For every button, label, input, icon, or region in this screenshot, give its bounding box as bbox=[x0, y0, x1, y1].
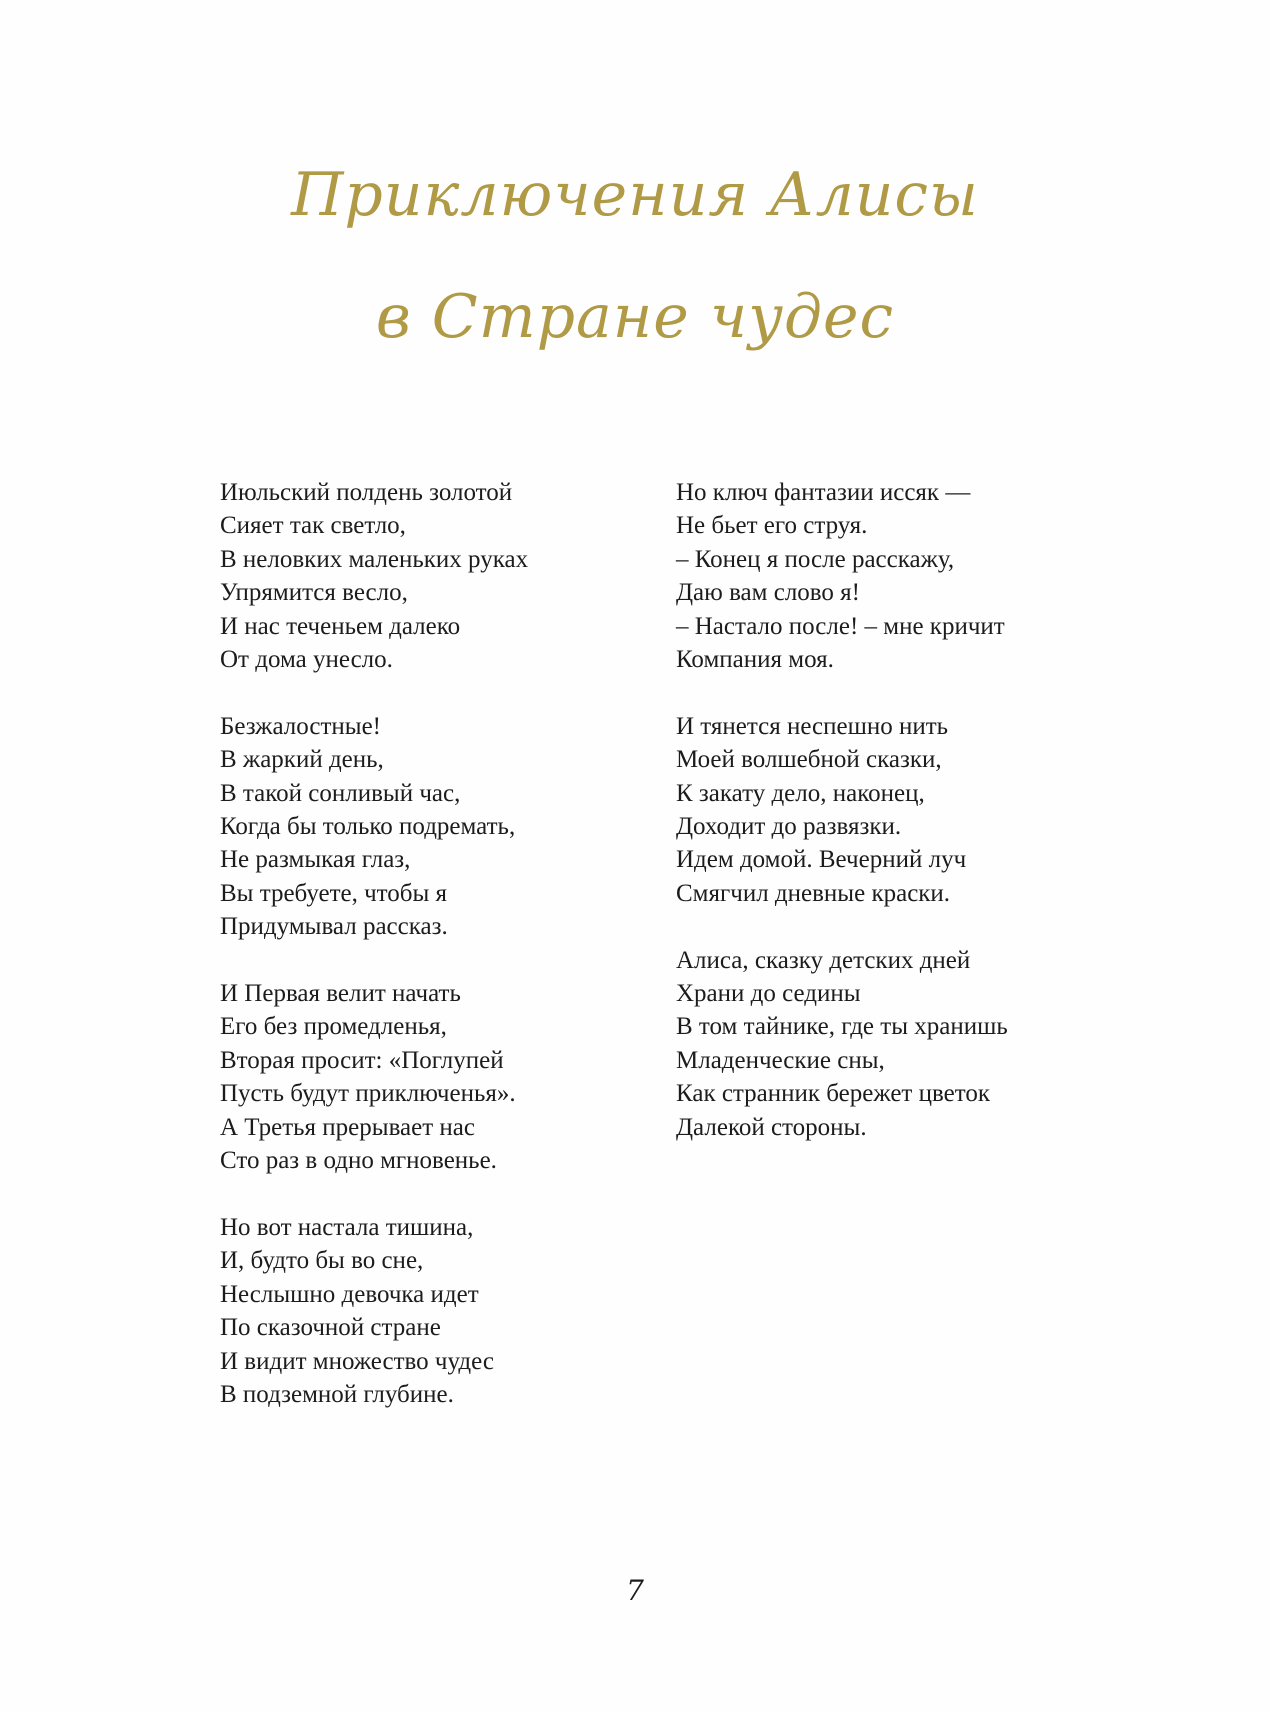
verse-line: Не размыкая глаз, bbox=[220, 846, 411, 874]
verse-line: Неслышно девочка идет bbox=[220, 1280, 479, 1308]
verse-line: Но вот настала тишина, bbox=[220, 1213, 474, 1241]
verse-line: Сто раз в одно мгновенье. bbox=[220, 1147, 497, 1175]
verse-line: – Настало после! – мне кричит bbox=[676, 612, 1005, 640]
verse-line: Доходит до развязки. bbox=[676, 813, 902, 841]
verse-line: И нас теченьем далеко bbox=[220, 612, 461, 640]
verse-line: Его без промедленья, bbox=[220, 1013, 447, 1041]
verse-line: Июльский полдень золотой bbox=[220, 479, 513, 506]
verse-line: Но ключ фантазии иссяк — bbox=[676, 479, 971, 506]
poem-right-column bbox=[676, 476, 1096, 1144]
verse-line: Даю вам слово я! bbox=[676, 579, 860, 607]
page-number: 7 bbox=[626, 1574, 644, 1607]
verse-line: Младенческие сны, bbox=[676, 1046, 885, 1074]
verse-line: А Третья прерывает нас bbox=[220, 1113, 475, 1141]
verse-line: И, будто бы во сне, bbox=[220, 1247, 424, 1275]
verse-line: Придумывал рассказ. bbox=[220, 913, 448, 941]
verse-line: Вы требуете, чтобы я bbox=[220, 879, 448, 907]
verse-line: От дома унесло. bbox=[220, 646, 393, 674]
title-line-2: в Стране чудес bbox=[375, 282, 895, 352]
poem-left-column bbox=[220, 476, 640, 1411]
verse-line: В подземной глубине. bbox=[220, 1380, 454, 1408]
poem-stanza bbox=[676, 944, 1096, 1144]
verse-line: И Первая велит начать bbox=[220, 980, 461, 1008]
verse-line: Алиса, сказку детских дней bbox=[676, 946, 971, 974]
verse-line: Компания моя. bbox=[676, 646, 834, 674]
poem-stanza bbox=[220, 977, 640, 1177]
verse-line: Упрямится весло, bbox=[220, 579, 408, 607]
verse-line: И тянется неспешно нить bbox=[676, 712, 949, 740]
verse-line: Сияет так светло, bbox=[220, 512, 406, 540]
verse-line: Пусть будут приключенья». bbox=[220, 1080, 516, 1108]
verse-line: Идем домой. Вечерний луч bbox=[676, 846, 967, 874]
verse-line: Вторая просит: «Поглупей bbox=[220, 1046, 504, 1074]
verse-line: Храни до седины bbox=[676, 980, 861, 1008]
verse-line: По сказочной стране bbox=[220, 1314, 441, 1342]
verse-line: Как странник бережет цветок bbox=[676, 1080, 990, 1108]
poem-stanza bbox=[220, 1211, 640, 1411]
verse-line: В такой сонливый час, bbox=[220, 779, 461, 807]
verse-line: Смягчил дневные краски. bbox=[676, 879, 951, 907]
title-line-1: Приключения Алисы bbox=[291, 160, 979, 230]
poem-stanza bbox=[676, 476, 1096, 676]
verse-line: И видит множество чудес bbox=[220, 1347, 494, 1375]
verse-line: Далекой стороны. bbox=[676, 1113, 867, 1141]
verse-line: Когда бы только подремать, bbox=[220, 813, 516, 841]
verse-line: Не бьет его струя. bbox=[676, 512, 868, 540]
verse-line: В жаркий день, bbox=[220, 746, 384, 774]
verse-line: – Конец я после расскажу, bbox=[676, 545, 955, 573]
verse-line: В том тайнике, где ты хранишь bbox=[676, 1013, 1008, 1041]
poem-stanza bbox=[676, 710, 1096, 910]
poem-stanza bbox=[220, 710, 640, 944]
verse-line: Безжалостные! bbox=[220, 712, 381, 740]
verse-line: Моей волшебной сказки, bbox=[676, 746, 942, 774]
poem-stanza bbox=[220, 476, 640, 676]
verse-line: В неловких маленьких руках bbox=[220, 545, 529, 573]
verse-line: К закату дело, наконец, bbox=[676, 779, 925, 807]
